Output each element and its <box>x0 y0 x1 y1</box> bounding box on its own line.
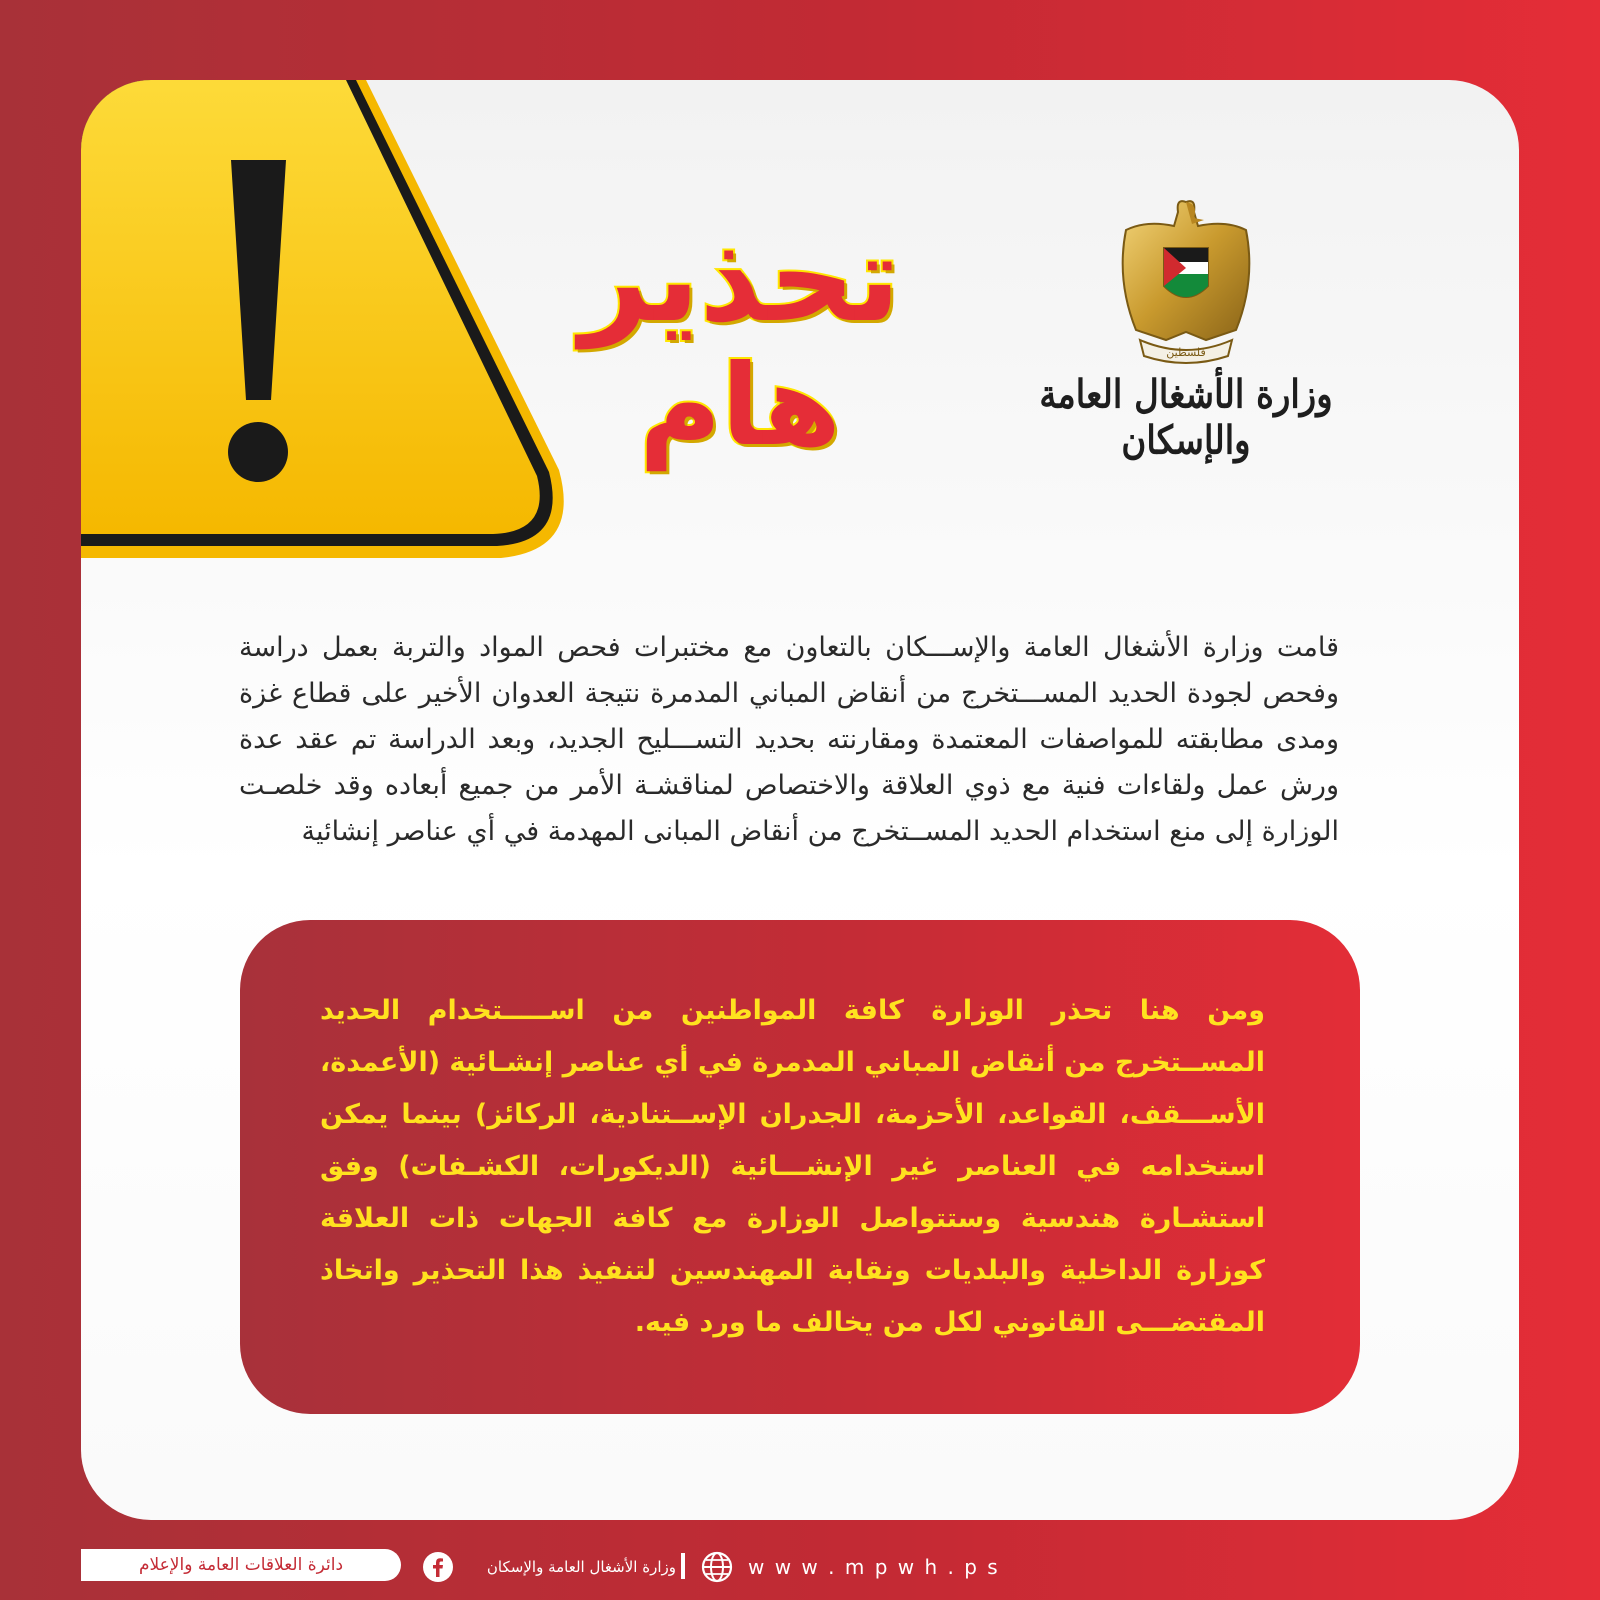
headline-warning: تحذير <box>579 210 901 349</box>
globe-icon[interactable] <box>701 1551 733 1583</box>
main-card <box>81 80 1519 1520</box>
website-link[interactable]: w w w . m p w h . p s <box>748 1555 1000 1579</box>
facebook-icon[interactable] <box>422 1551 454 1583</box>
warning-triangle-icon <box>81 80 581 580</box>
warning-paragraph: ومن هنا تحذر الوزارة كافة المواطنين من اســـــتخدام الحديد المســتخرج من أنقاض المباني المدمرة في أي عناصر إنشـائية (الأعمدة، الأســـقف، القواعد، الأحزمة، الجدران الإســتنادية، الركائز) بينما يمكن استخدامه في العناصر غير الإنشـــائية (الديكورات، الكشـفات) وفق استشـارة هندسية وستتواصل الوزارة مع كافة الجهات ذات العلاقة كوزارة الداخلية والبلديات ونقابة المهندسين لتنفيذ هذا التحذير واتخاذ المقتضـــى القانوني لكل من يخالف ما ورد فيه. <box>320 995 1265 1338</box>
warning-box <box>240 920 1360 1414</box>
department-label: دائرة العلاقات العامة والإعلام <box>81 1549 401 1581</box>
emblem-banner-text: فلسطين <box>1166 346 1206 359</box>
ministry-calligraphy-logo: وزارة الأشغال العامة والإسكان <box>1039 372 1333 464</box>
intro-paragraph: قامت وزارة الأشغال العامة والإســـكان بالتعاون مع مختبرات فحص المواد والتربة بعمل دراسة وفحص لجودة الحديد المســـتخرج من أنقاض المباني المدمرة نتيجة العدوان الأخير على قطاع غزة ومدى مطابقته للمواصفات المعتمدة ومقارنته بحديد التســـليح الجديد، وبعد الدراسة تم عقد عدة ورش عمل ولقاءات فنية مع ذوي العلاقة والاختصاص لمناقشـة الأمر من جميع أبعاده وقد خلصـت الوزارة إلى منع استخدام الحديد المســتخرج من أنقاض المبانى المهدمة في أي عناصر إنشائية <box>239 632 1339 847</box>
footer-divider <box>681 1553 685 1579</box>
facebook-page-name[interactable]: وزارة الأشغال العامة والإسكان <box>486 1558 676 1576</box>
headline-important: هام <box>639 341 841 471</box>
palestine-eagle-emblem <box>1106 190 1266 370</box>
